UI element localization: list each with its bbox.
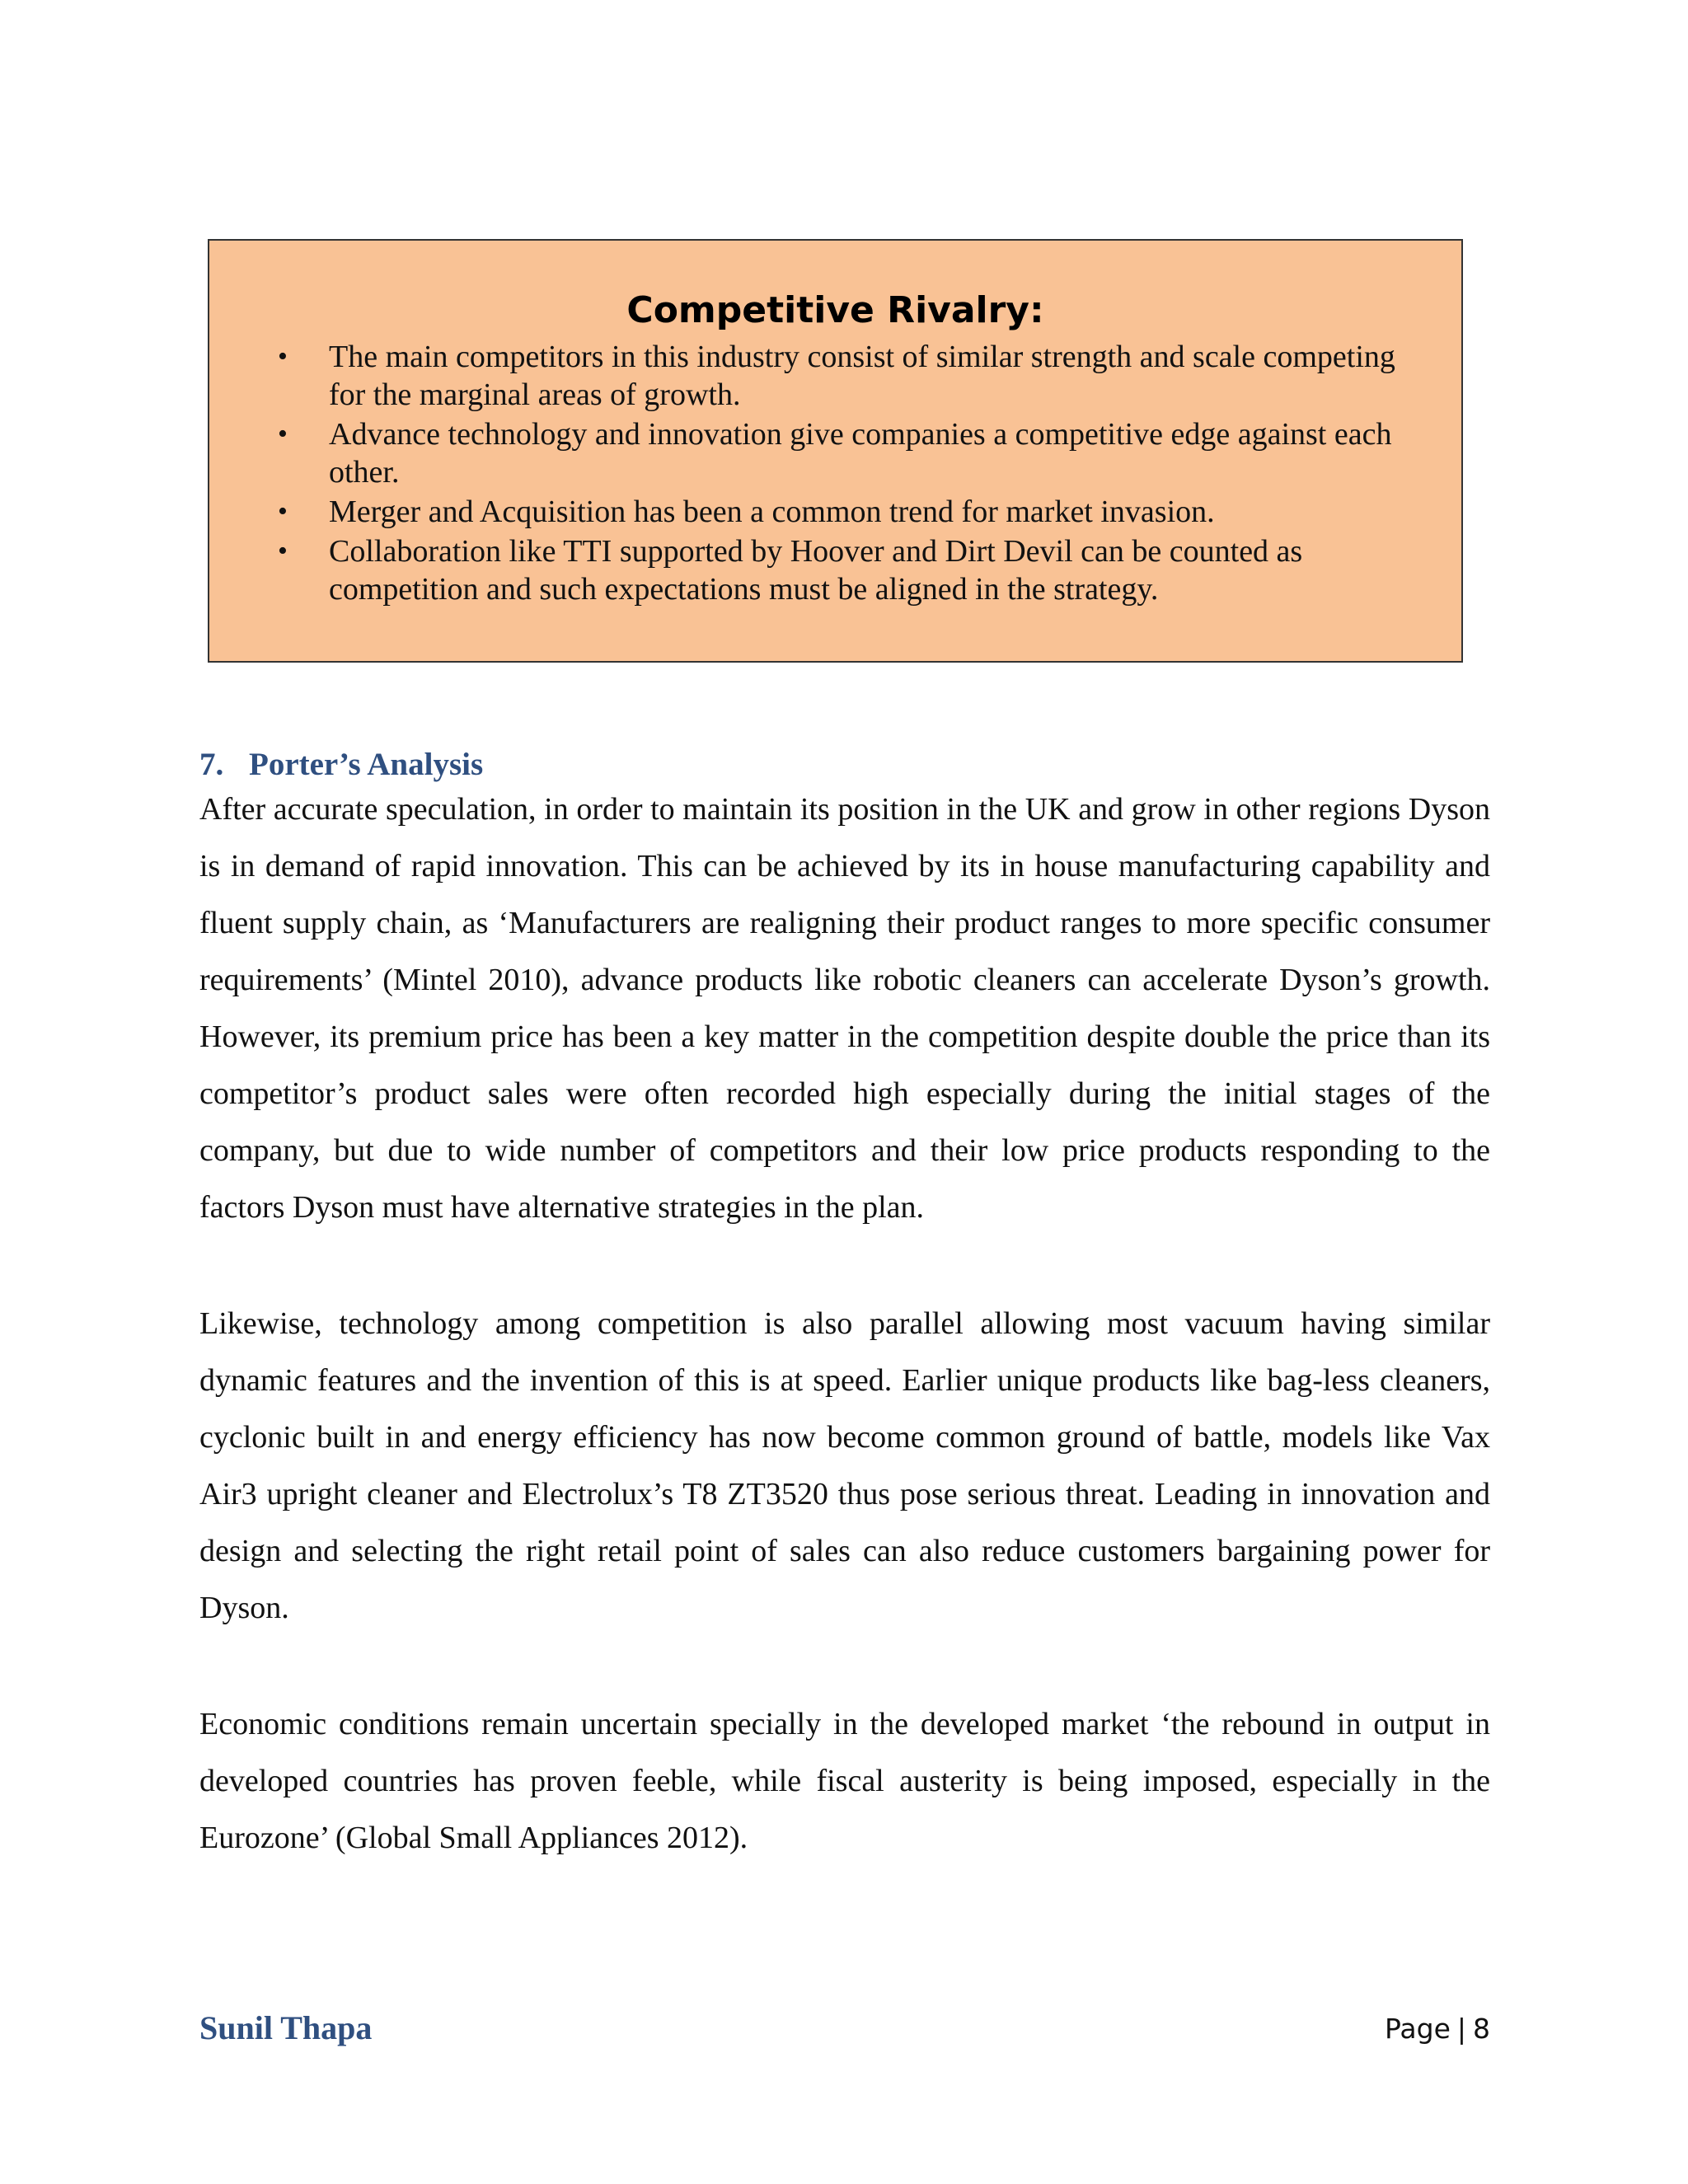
body-paragraph: Likewise, technology among competition is also parallel allowing most vacuum having similar dynamic features and the invention of this is at speed. Earlier unique products like bag-less cleaners, cyclonic built in and energy efficiency has now become common ground of battle, models like Vax Air3 upright cleaner and Electrolux’s T8 ZT3520 thus pose serious threat. Leading in innovation and design and selecting the right retail point of sales can also reduce customers bargaining power for Dyson. [199,1306,1490,1625]
page-separator: | [1456,2013,1466,2045]
rivalry-box-title: Competitive Rivalry: [626,289,1044,331]
rivalry-bullet-text: Collaboration like TTI supported by Hoover and Dirt Devil can be counted as competition and such expectations must be aligned in the strategy. [329,534,1303,607]
section-heading [199,744,483,785]
footer-author: Sunil Thapa [199,2009,373,2046]
bullet-icon: • [278,419,288,449]
page-number: 8 [1473,2013,1490,2045]
bullet-icon: • [278,536,288,566]
rivalry-bullet-item [278,338,1425,414]
rivalry-bullet-text: Advance technology and innovation give companies a competitive edge against each other. [329,417,1392,490]
section-number: 7. [199,747,224,782]
body-paragraph: After accurate speculation, in order to maintain its position in the UK and grow in other regions Dyson is in demand of rapid innovation. This can be achieved by its in house manufacturing capability and fluent supply chain, as ‘Manufacturers are realigning their product ranges to more specific consumer requirements’ (Mintel 2010), advance products like robotic cleaners can accelerate Dyson’s growth. However, its premium price has been a key matter in the competition despite double the price than its competitor’s product sales were often recorded high especially during the initial stages of the company, but due to wide number of competitors and their low price products responding to the factors Dyson must have alternative strategies in the plan. [199,792,1490,1225]
footer-page-number [1385,2011,1490,2047]
competitive-rivalry-box [208,239,1463,663]
section-title: Porter’s Analysis [249,747,484,782]
rivalry-bullet-item [278,532,1425,608]
rivalry-bullet-text: The main competitors in this industry consist of similar strength and scale competing for the marginal areas of growth. [329,340,1395,412]
rivalry-bullet-list [278,338,1425,610]
rivalry-bullet-item [278,415,1425,491]
bullet-icon: • [278,496,288,527]
rivalry-bullet-item [278,493,1425,531]
page-label: Page [1384,2013,1451,2045]
rivalry-bullet-text: Merger and Acquisition has been a common trend for market invasion. [329,494,1215,529]
bullet-icon: • [278,341,288,372]
body-paragraph: Economic conditions remain uncertain specially in the developed market ‘the rebound in output in developed countries has proven feeble, while fiscal austerity is being imposed, especially in the Eurozone’ (Global Small Appliances 2012). [199,1707,1490,1855]
